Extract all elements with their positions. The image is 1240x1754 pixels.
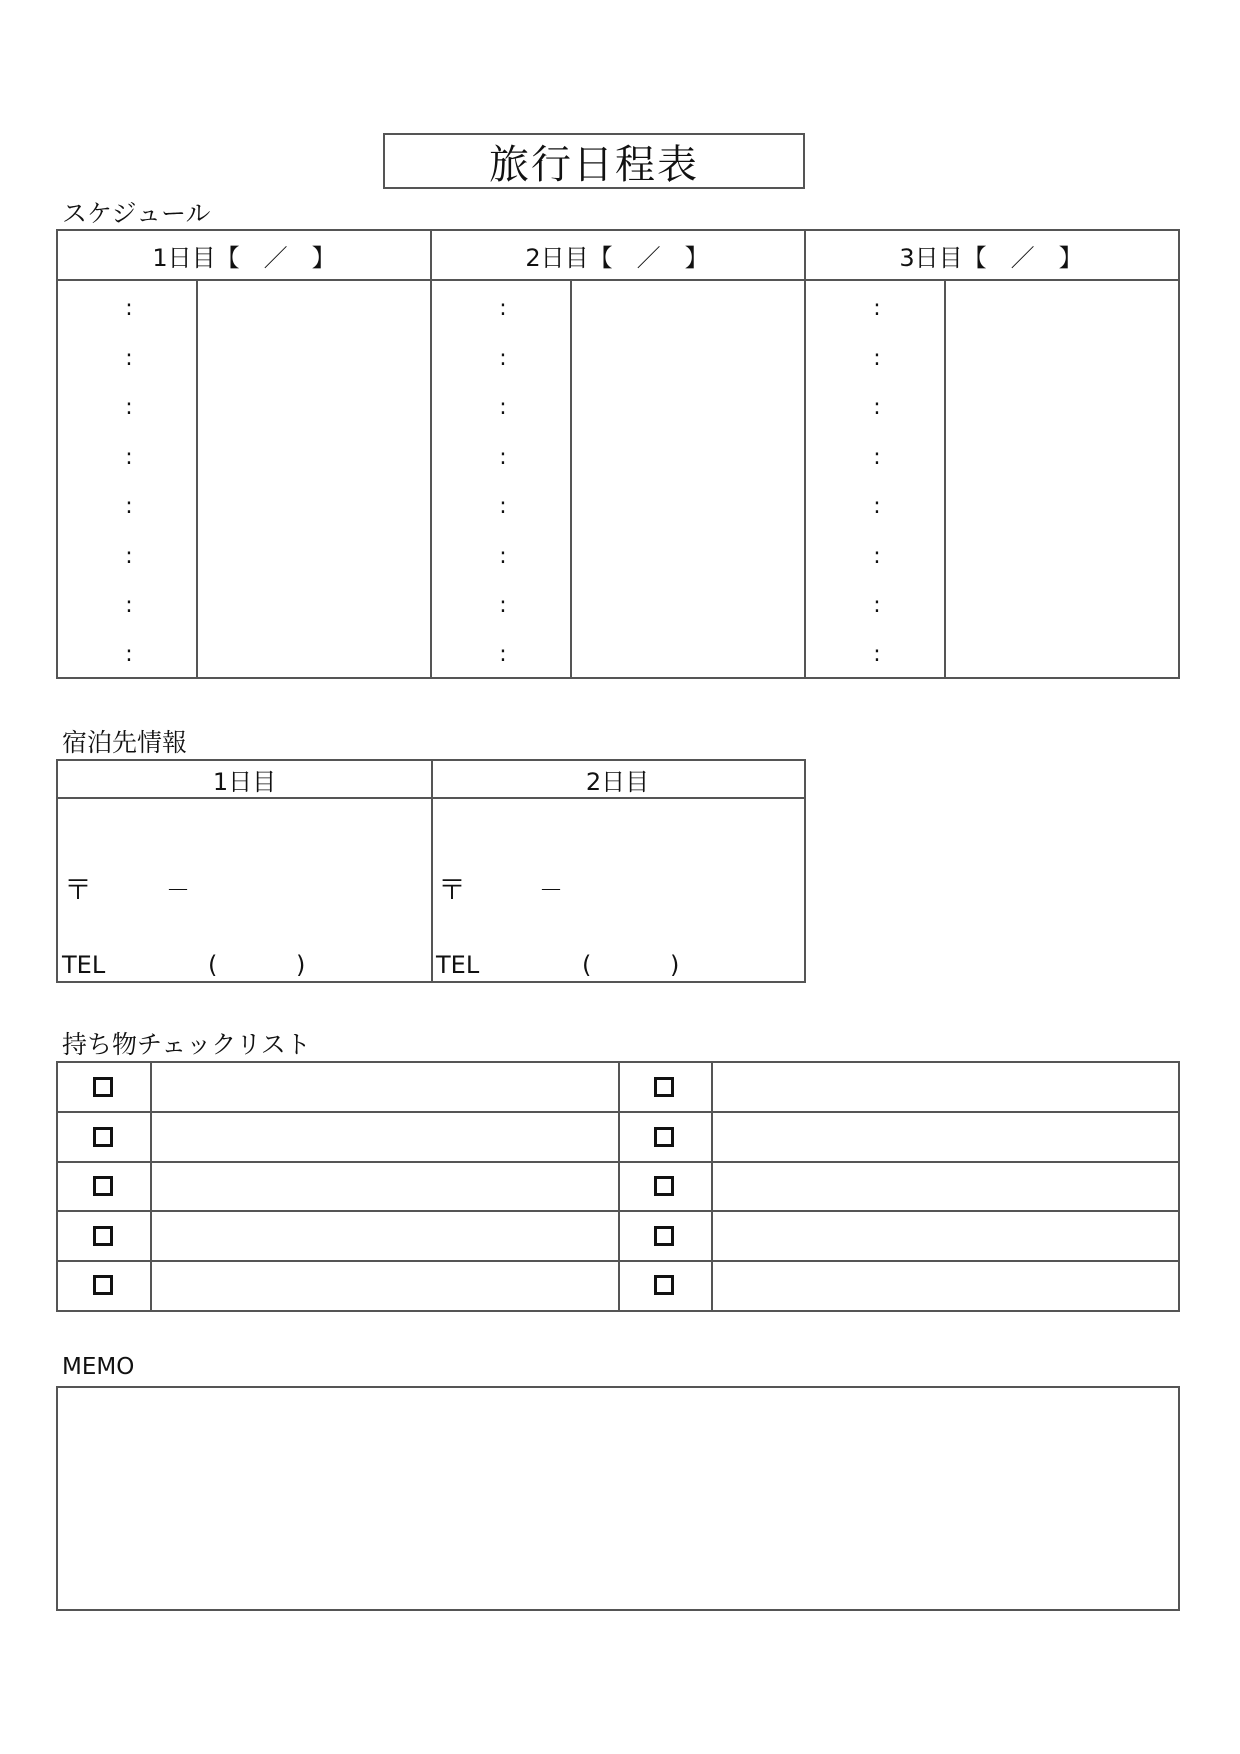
checkbox[interactable] <box>654 1127 674 1147</box>
schedule-day3-header: 3日目【 ／ 】 <box>804 231 1178 281</box>
schedule-time-slot[interactable]: : <box>125 346 133 371</box>
tel-open-paren: ( <box>582 951 592 979</box>
checkbox[interactable] <box>93 1127 113 1147</box>
tel-open-paren: ( <box>208 951 218 979</box>
checklist-table <box>56 1061 1180 1312</box>
postal-mark: 〒 <box>64 873 93 906</box>
schedule-time-slot[interactable]: : <box>873 296 881 321</box>
schedule-time-divider <box>570 281 572 677</box>
checklist-divider <box>618 1063 620 1310</box>
postal-dash: － <box>539 876 563 904</box>
checklist-row-divider <box>58 1161 1178 1163</box>
lodging-day1-header: 1日目 <box>58 761 431 799</box>
postal-dash: － <box>166 876 190 904</box>
checkbox[interactable] <box>93 1077 113 1097</box>
tel-close-paren: ) <box>670 951 680 979</box>
page-title-text: 旅行日程表 <box>489 141 699 188</box>
schedule-time-slot[interactable]: : <box>499 544 507 569</box>
checkbox[interactable] <box>93 1275 113 1295</box>
schedule-day-divider <box>804 231 806 677</box>
lodging-table <box>56 759 806 983</box>
tel-label: TEL <box>62 951 106 979</box>
schedule-time-slot[interactable]: : <box>125 296 133 321</box>
schedule-time-divider <box>944 281 946 677</box>
checkbox[interactable] <box>93 1176 113 1196</box>
schedule-time-slot[interactable]: : <box>873 642 881 667</box>
checkbox[interactable] <box>654 1176 674 1196</box>
schedule-time-slot[interactable]: : <box>873 494 881 519</box>
tel-close-paren: ) <box>296 951 306 979</box>
schedule-time-slot[interactable]: : <box>873 346 881 371</box>
memo-box[interactable] <box>56 1386 1180 1611</box>
checkbox[interactable] <box>654 1226 674 1246</box>
schedule-time-slot[interactable]: : <box>125 395 133 420</box>
schedule-time-slot[interactable]: : <box>125 445 133 470</box>
schedule-time-slot[interactable]: : <box>125 642 133 667</box>
schedule-time-divider <box>196 281 198 677</box>
checklist-divider <box>150 1063 152 1310</box>
schedule-time-slot[interactable]: : <box>499 445 507 470</box>
checkbox[interactable] <box>654 1275 674 1295</box>
schedule-section-label: スケジュール <box>62 199 211 228</box>
postal-mark: 〒 <box>438 873 467 906</box>
schedule-time-slot[interactable]: : <box>873 445 881 470</box>
schedule-table <box>56 229 1180 679</box>
schedule-time-slot[interactable]: : <box>499 296 507 321</box>
schedule-day1-header: 1日目【 ／ 】 <box>58 231 430 281</box>
checkbox[interactable] <box>93 1226 113 1246</box>
checklist-row-divider <box>58 1111 1178 1113</box>
schedule-time-slot[interactable]: : <box>499 395 507 420</box>
schedule-time-slot[interactable]: : <box>125 494 133 519</box>
checkbox[interactable] <box>654 1077 674 1097</box>
schedule-time-slot[interactable]: : <box>499 494 507 519</box>
schedule-day2-header: 2日目【 ／ 】 <box>430 231 804 281</box>
memo-section-label: MEMO <box>62 1354 135 1380</box>
schedule-time-slot[interactable]: : <box>499 642 507 667</box>
checklist-divider <box>711 1063 713 1310</box>
schedule-time-slot[interactable]: : <box>499 593 507 618</box>
schedule-time-slot[interactable]: : <box>873 395 881 420</box>
tel-label: TEL <box>436 951 480 979</box>
lodging-day2-header: 2日目 <box>431 761 804 799</box>
schedule-time-slot[interactable]: : <box>499 346 507 371</box>
checklist-section-label: 持ち物チェックリスト <box>62 1030 311 1059</box>
schedule-time-slot[interactable]: : <box>125 544 133 569</box>
schedule-day-divider <box>430 231 432 677</box>
page-title <box>383 133 805 189</box>
schedule-time-slot[interactable]: : <box>125 593 133 618</box>
checklist-row-divider <box>58 1210 1178 1212</box>
schedule-time-slot[interactable]: : <box>873 593 881 618</box>
checklist-row-divider <box>58 1260 1178 1262</box>
lodging-section-label: 宿泊先情報 <box>62 728 188 757</box>
lodging-day-divider <box>431 761 433 981</box>
schedule-time-slot[interactable]: : <box>873 544 881 569</box>
